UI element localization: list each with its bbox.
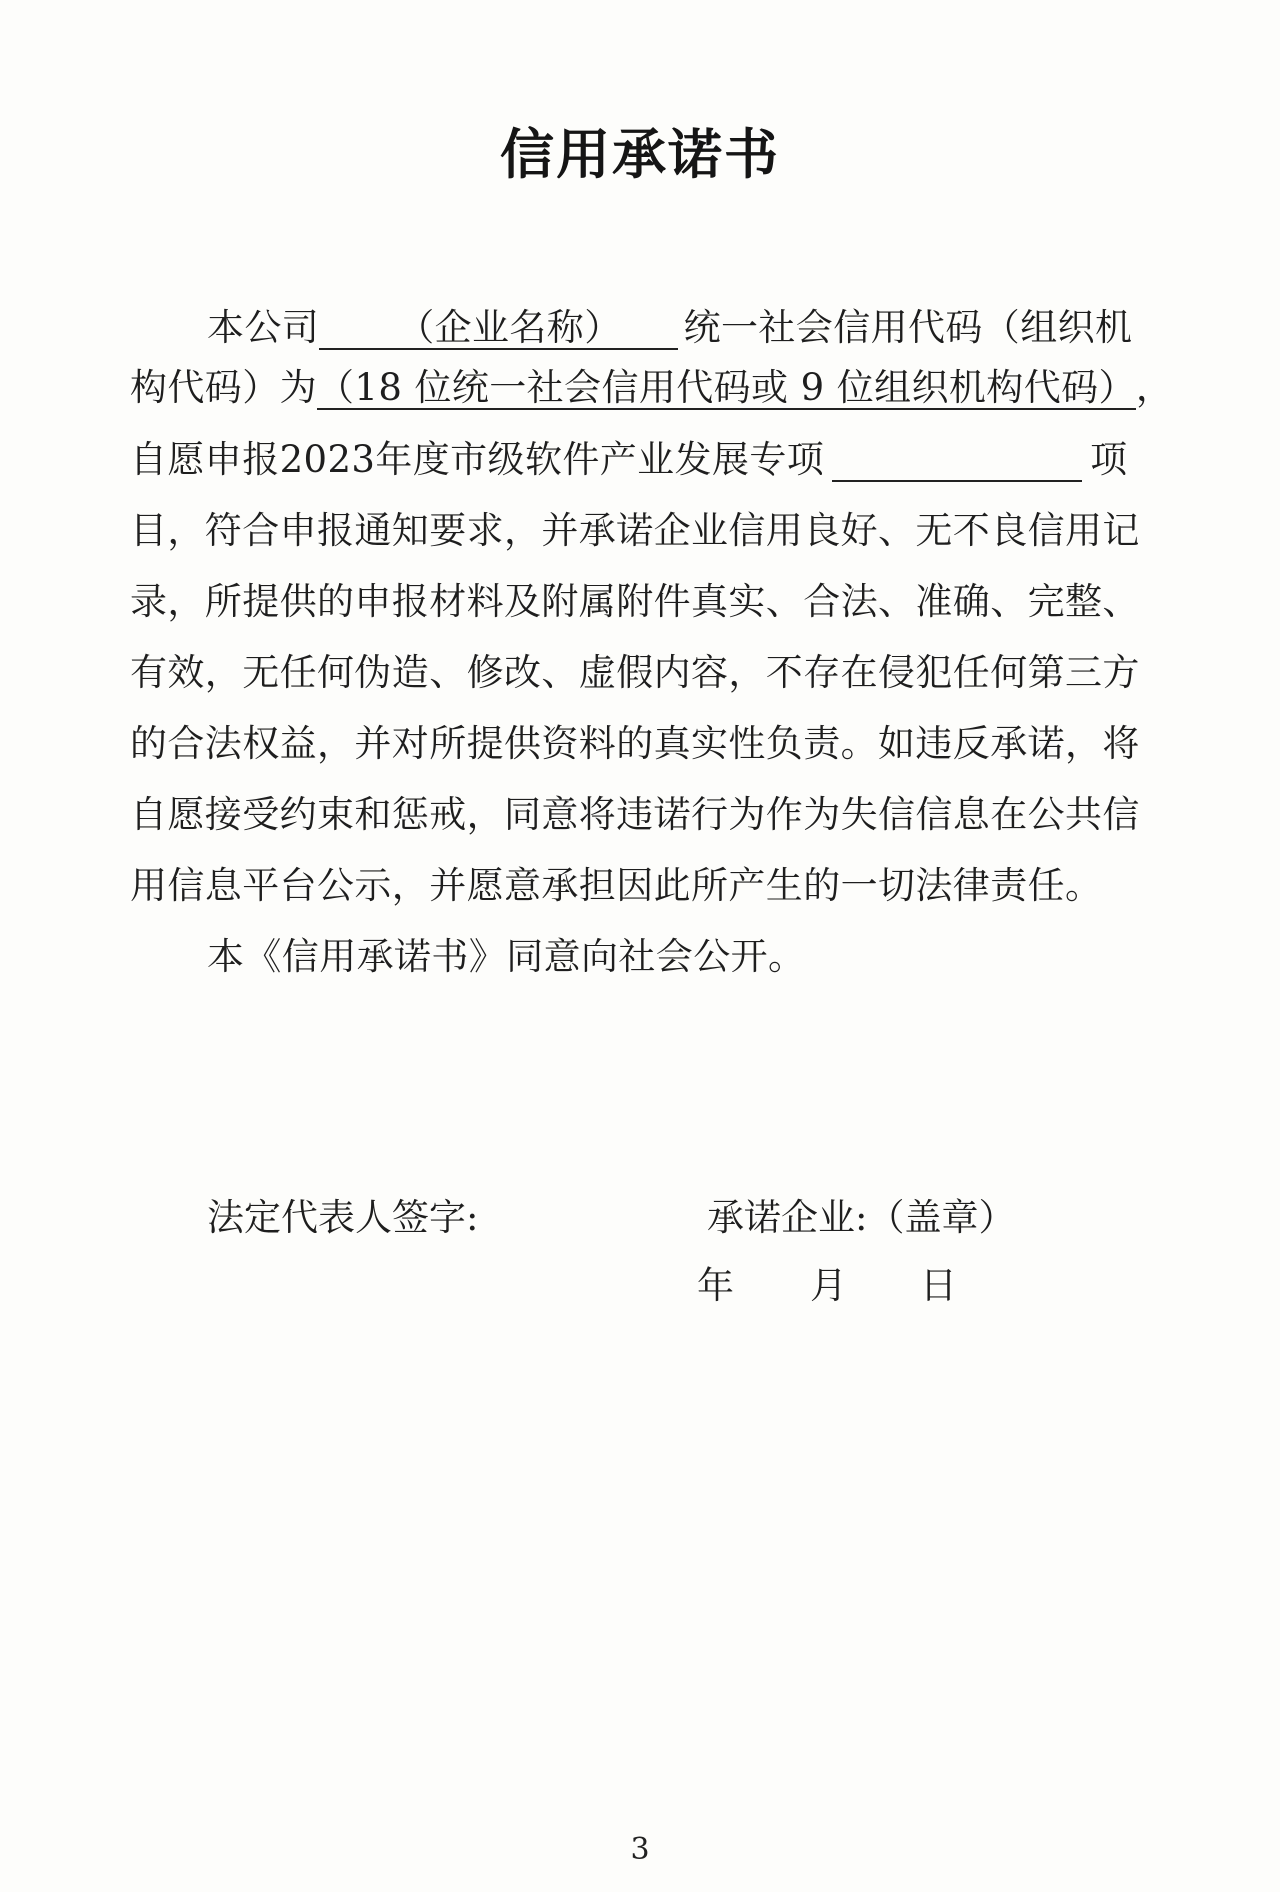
company-prefix: 本公司 <box>207 306 320 349</box>
company-name-placeholder: （企业名称） <box>397 306 622 349</box>
date-month-label: 月 <box>810 1264 847 1307</box>
project-suffix: 项 <box>1090 438 1128 481</box>
body-line-2 <box>130 366 1173 410</box>
body-line-7: 的合法权益，并对所提供资料的真实性负责。如违反承诺，将 <box>130 722 1140 765</box>
legal-representative-signature-label: 法定代表人签字: <box>207 1196 479 1239</box>
document-title: 信用承诺书 <box>500 122 780 186</box>
project-prefix: 自愿申报2023年度市级软件产业发展专项 <box>130 438 825 481</box>
body-line-9: 用信息平台公示，并愿意承担因此所产生的一切法律责任。 <box>130 864 1103 907</box>
body-line-5: 录，所提供的申报材料及附属附件真实、合法、准确、完整、 <box>130 580 1140 623</box>
credit-code-label: 统一社会信用代码（组织机 <box>683 306 1133 349</box>
body-line-6: 有效，无任何伪造、修改、虚假内容，不存在侵犯任何第三方 <box>130 651 1140 694</box>
code-prefix: 构代码）为 <box>130 366 317 409</box>
credit-code-field: （18 位统一社会信用代码或 9 位组织机构代码） <box>317 366 1136 409</box>
body-line-3 <box>130 438 1128 482</box>
company-seal-label: 承诺企业:（盖章） <box>707 1196 1016 1239</box>
body-line-8: 自愿接受约束和惩戒，同意将违诺行为作为失信信息在公共信 <box>130 793 1140 836</box>
disclosure-line: 本《信用承诺书》同意向社会公开。 <box>207 935 806 978</box>
project-name-blank <box>832 444 1082 482</box>
date-year-label: 年 <box>697 1264 734 1307</box>
company-name-field <box>319 308 677 350</box>
date-day-label: 日 <box>920 1264 957 1307</box>
page-number: 3 <box>630 1832 650 1867</box>
body-line-1 <box>207 306 1132 350</box>
code-suffix: ， <box>1135 366 1174 409</box>
body-line-4: 目，符合申报通知要求，并承诺企业信用良好、无不良信用记 <box>130 509 1140 552</box>
